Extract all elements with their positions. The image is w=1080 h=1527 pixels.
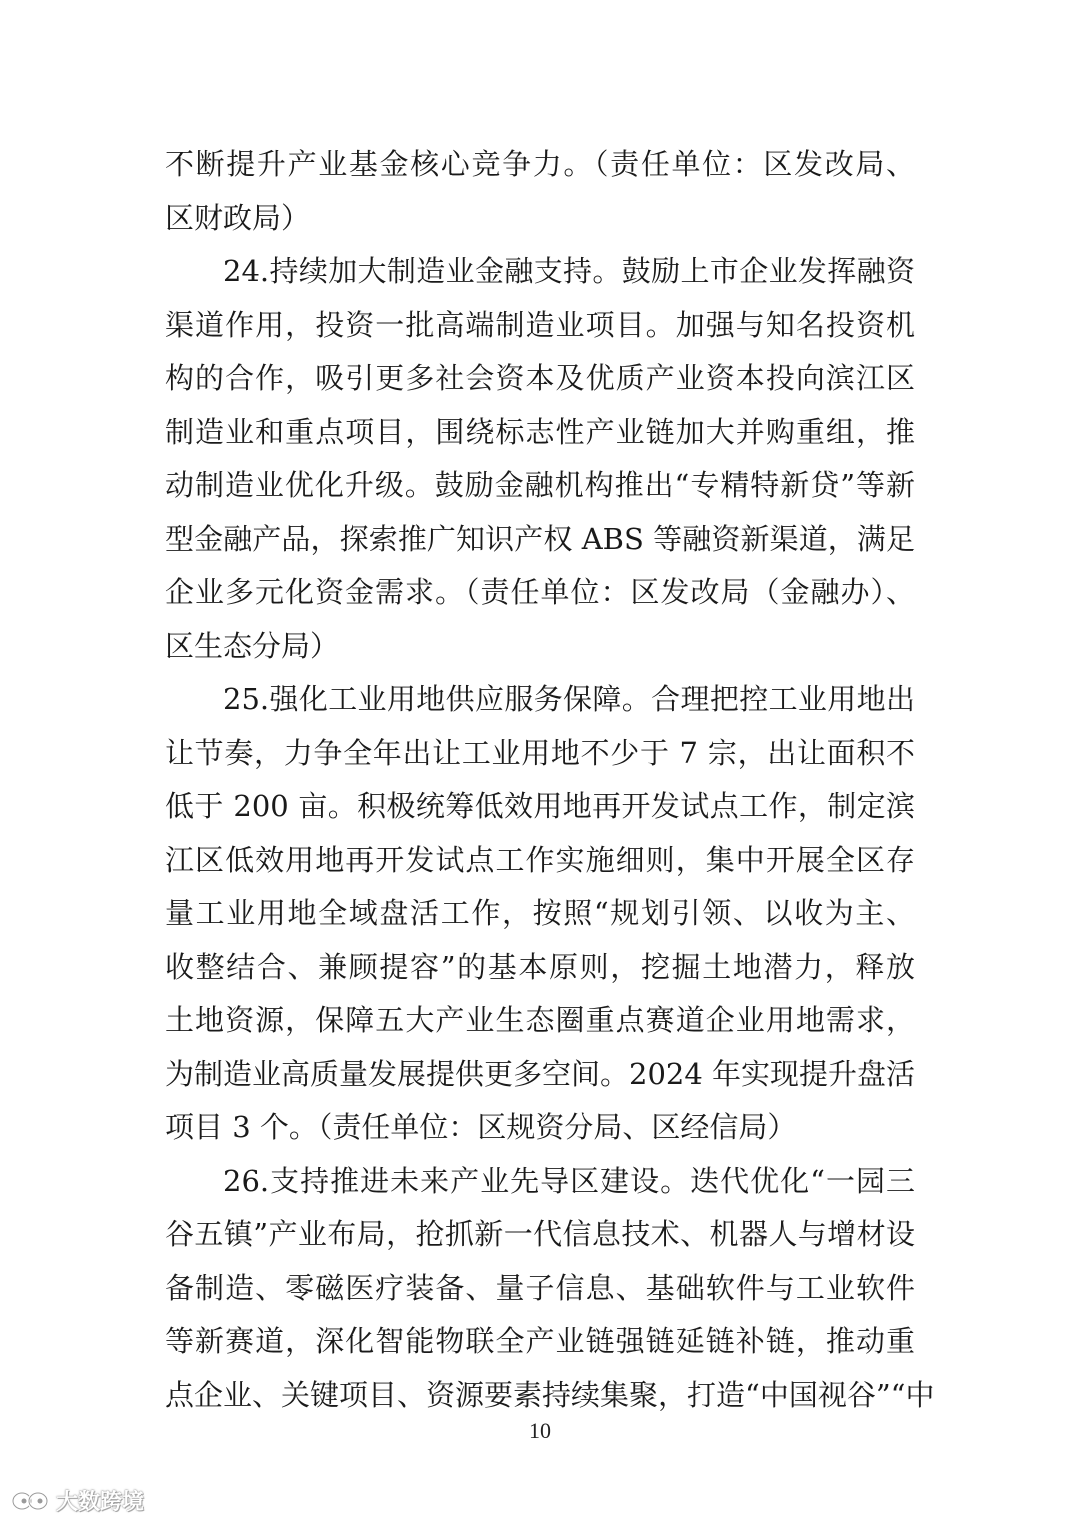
text-line: 备制造、零磁医疗装备、量子信息、基础软件与工业软件	[165, 1270, 915, 1305]
text-line: 项目 3 个。（责任单位：区规资分局、区经信局）	[165, 1110, 797, 1144]
page-number: 10	[529, 1418, 551, 1443]
section-26-heading-line: 26.支持推进未来产业先导区建设。迭代优化“一园三	[223, 1163, 915, 1198]
text-line: 点企业、关键项目、资源要素持续集聚，打造“中国视谷”“中	[165, 1377, 935, 1412]
text-line: 低于 200 亩。积极统筹低效用地再开发试点工作，制定滨	[165, 789, 915, 823]
text-line: 不断提升产业基金核心竞争力。（责任单位：区发改局、	[165, 147, 915, 181]
text-line: 构的合作，吸引更多社会资本及优质产业资本投向滨江区	[165, 361, 915, 395]
text-line: 量工业用地全域盘活工作，按照“规划引领、以收为主、	[165, 896, 915, 930]
watermark-text: 大数跨境	[56, 1490, 145, 1515]
text-line: 型金融产品，探索推广知识产权 ABS 等融资新渠道，满足	[165, 521, 915, 556]
text-line: 土地资源，保障五大产业生态圈重点赛道企业用地需求，	[165, 1003, 915, 1037]
text-line: 江区低效用地再开发试点工作实施细则，集中开展全区存	[165, 842, 915, 877]
text-line: 制造业和重点项目，围绕标志性产业链加大并购重组，推	[165, 414, 915, 449]
text-line: 动制造业优化升级。鼓励金融机构推出“专精特新贷”等新	[165, 468, 915, 502]
text-line: 等新赛道，深化智能物联全产业链强链延链补链，推动重	[165, 1324, 915, 1358]
section-24-heading-line: 24.持续加大制造业金融支持。鼓励上市企业发挥融资	[223, 254, 915, 288]
section-25-heading-line: 25.强化工业用地供应服务保障。合理把控工业用地出	[223, 682, 915, 716]
text-line: 收整结合、兼顾提容”的基本原则，挖掘土地潜力，释放	[165, 949, 915, 984]
text-line: 让节奏，力争全年出让工业用地不少于 7 宗，出让面积不	[165, 735, 915, 770]
text-line: 企业多元化资金需求。（责任单位：区发改局（金融办）、	[165, 575, 915, 609]
eye-logo-icon	[10, 1490, 50, 1512]
text-line: 区财政局）	[165, 200, 311, 235]
watermark	[10, 1485, 144, 1516]
text-line: 谷五镇”产业布局，抢抓新一代信息技术、机器人与增材设	[165, 1217, 915, 1251]
text-line: 区生态分局）	[165, 628, 340, 663]
document-body	[165, 138, 935, 1422]
text-line: 渠道作用，投资一批高端制造业项目。加强与知名投资机	[165, 307, 915, 342]
text-line: 为制造业高质量发展提供更多空间。2024 年实现提升盘活	[165, 1056, 916, 1091]
